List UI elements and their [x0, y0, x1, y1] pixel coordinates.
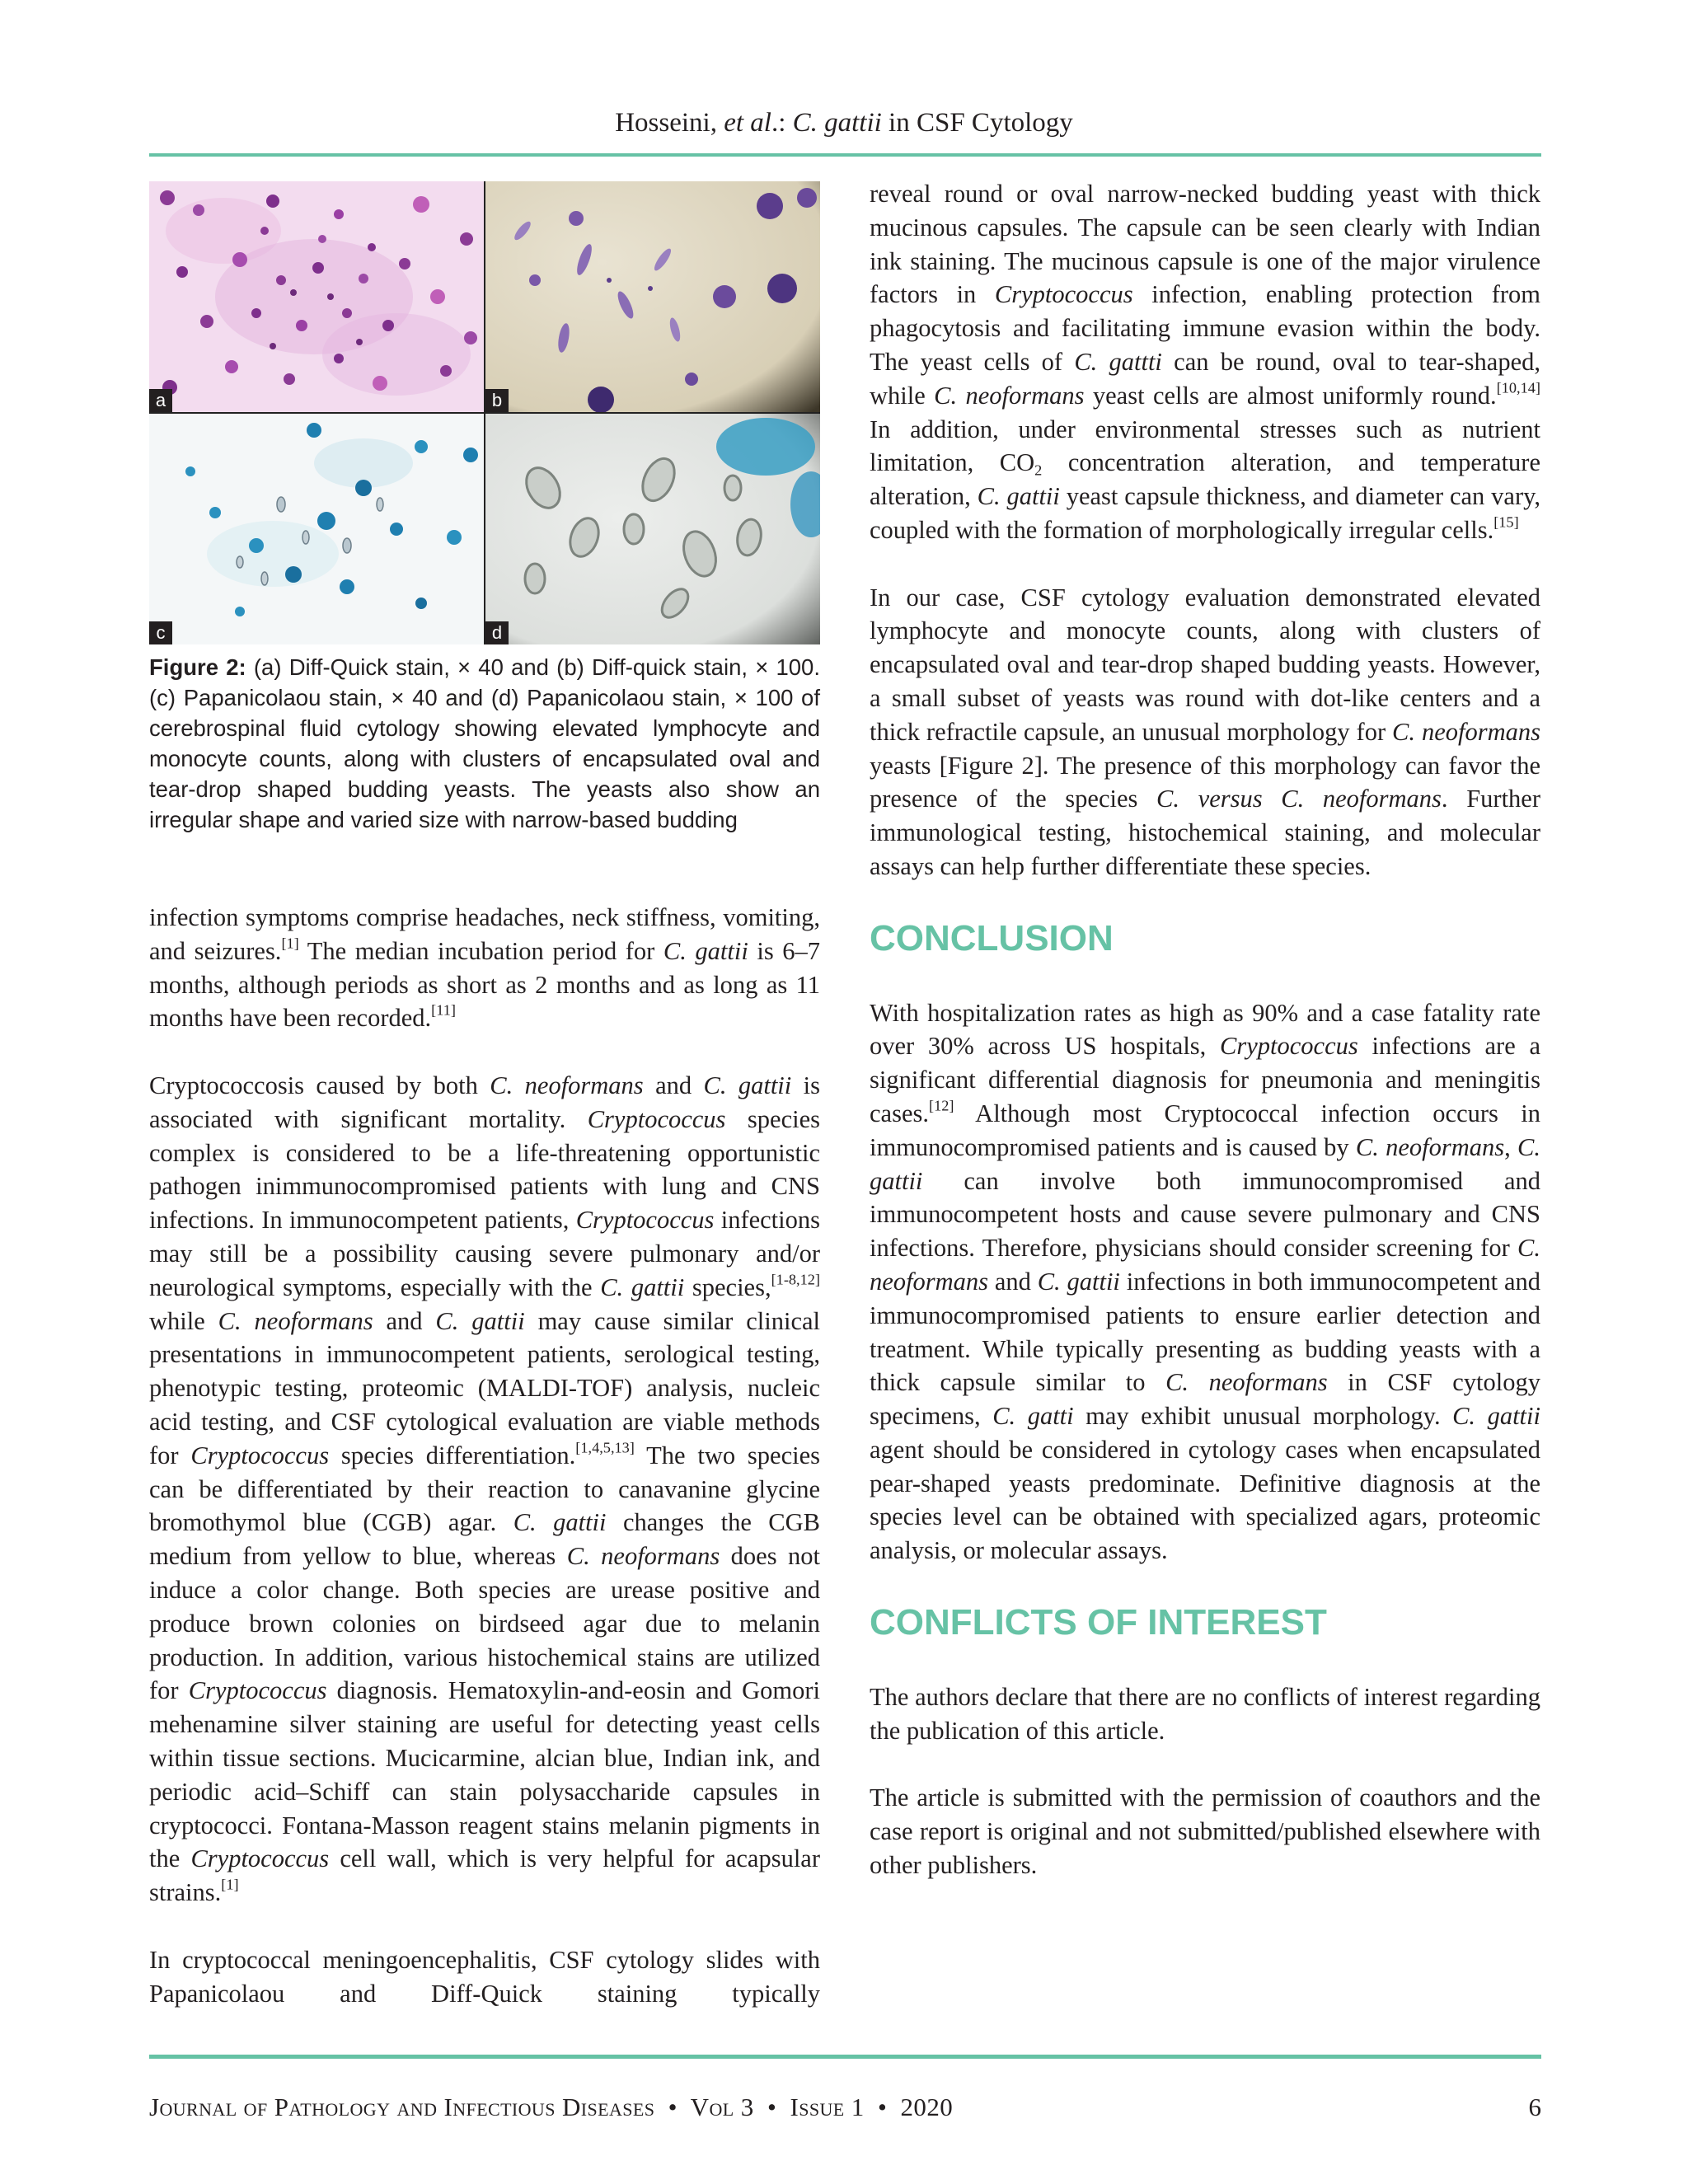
header-rule [149, 153, 1541, 157]
header-rest: in CSF Cytology [881, 108, 1073, 138]
running-head [0, 104, 1688, 142]
header-authors: Hosseini, [615, 108, 717, 138]
caption-label: Figure 2: [149, 654, 246, 680]
paragraph: The authors declare that there are no conflicts of interest regarding the publication of this article. [870, 1682, 1540, 1745]
paragraph: Cryptococcosis caused by both C. neoformans and C. gattii is associated with significant mortality. Cryptococcus species complex is considered to be a life-threatening opportunistic pathogen inimmunocompromised patients with lung and CNS infections. In immunocompetent patients, Cryptococcus infections may still be a possibility causing severe pulmonary and/or neurological symptoms, especially with the C. gattii species,[1-8,12] while C. neoformans and C. gattii may cause similar clinical presentations in immunocompetent patients, serological testing, phenotypic testing, proteomic (MALDI-TOF) analysis, nucleic acid testing, and CSF cytological evaluation are viable methods for Cryptococcus species differentiation.[1,4,5,13] The two species can be differentiated by their reaction to canavanine glycine bromothymol blue (CGB) agar. C. gattii changes the CGB medium from yellow to blue, whereas C. neoformans does not induce a color change. Both species are urease positive and produce brown colonies on birdseed agar due to melanin production. In addition, various histochemical stains are utilized for Cryptococcus diagnosis. Hematoxylin-and-eosin and Gomori mehenamine silver staining are useful for detecting yeast cells within tissue sections. Mucicarmine, alcian blue, Indian ink, and periodic acid–Schiff can stain polysaccharide capsules in cryptococci. Fontana-Masson reagent stains melanin pigments in the Cryptococcus cell wall, which is very helpful for acapsular strains.[1] [149, 1071, 820, 1907]
micrograph-b-image [485, 181, 820, 412]
page-footer [149, 2089, 1541, 2125]
panel-label-c: c [149, 621, 172, 644]
figure-panel-d [485, 414, 820, 644]
micrograph-a-image [149, 181, 484, 412]
panel-label-a: a [149, 389, 172, 412]
footer-rule [149, 2055, 1541, 2059]
conclusion-heading: CONCLUSION [870, 917, 1114, 958]
conflicts-heading: CONFLICTS OF INTEREST [870, 1601, 1327, 1643]
panel-label-b: b [485, 389, 509, 412]
caption-text: (a) Diff-Quick stain, × 40 and (b) Diff-quick stain, × 100. (c) Papanicolaou stain, × 40 and (d) Papanicolaou stain, × 100 of cerebrospinal fluid cytology showing elevated lymphocyte and monocyte counts, along with clusters of encapsulated oval and tear-drop shaped budding yeasts. The yeasts also show an irregular shape and varied size with narrow-based budding [149, 654, 820, 832]
header-species: C. gattii [792, 108, 882, 138]
right-column [870, 177, 1540, 1882]
paragraph: With hospitalization rates as high as 90% and a case fatality rate over 30% across US hospitals, Cryptococcus infections are a significant differential diagnosis for pneumonia and meningitis cases.[12] Although most Cryptococcal infection occurs in immunocompromised patients and is caused by C. neoformans, C. gattii can involve both immunocompromised and immunocompetent hosts and cause severe pulmonary and CNS infections. Therefore, physicians should consider screening for C. neoformans and C. gattii infections in both immunocompetent and immunocompromised patients to ensure earlier detection and treatment. While typically presenting as budding yeasts with a thick capsule similar to C. neoformans in CSF cytology specimens, C. gatti may exhibit unusual morphology. C. gattii agent should be considered in cytology cases when encapsulated pear-shaped yeasts predominate. Definitive diagnosis at the species level can be obtained with specialized agars, proteomic analysis, or molecular assays. [870, 998, 1541, 1565]
paragraph: infection symptoms comprise headaches, neck stiffness, vomiting, and seizures.[1] The median incubation period for C. gattii is 6–7 months, although periods as short as 2 months and as long as 11 months have been recorded.[11] [149, 903, 820, 1033]
figure-panel-b [485, 181, 820, 412]
journal-citation: Journal of Pathology and Infectious Diseases • Vol 3 • Issue 1 • 2020 [149, 2093, 954, 2121]
page-number: 6 [1528, 2093, 1541, 2121]
micrograph-d-image [485, 414, 820, 644]
paragraph: The article is submitted with the permission of coauthors and the case report is original and not submitted/published elsewhere with other publishers. [870, 1783, 1540, 1879]
header-etal: et al [724, 108, 771, 138]
header-colon: .: [771, 108, 793, 138]
panel-label-d: d [485, 621, 509, 644]
figure-panel-a [149, 181, 484, 412]
paragraph: reveal round or oval narrow-necked budding yeast with thick mucinous capsules. The capsule can be seen clearly with Indian ink staining. The mucinous capsule is one of the major virulence factors in Cryptococcus infection, enabling protection from phagocytosis and facilitating immune evasion within the body. The yeast cells of C. gattti can be round, oval to tear-shaped, while C. neoformans yeast cells are almost uniformly round.[10,14] In addition, under environmental stresses such as nutrient limitation, $CO_2$ concentration alteration, and temperature alteration, C. gattii yeast capsule thickness, and diameter can vary, coupled with the formation of morphologically irregular cells.[15] [870, 180, 1541, 544]
left-column [149, 901, 820, 2010]
paragraph: In cryptococcal meningoencephalitis, CSF cytology slides with Papanicolaou and Diff-Quick staining typically [149, 1945, 820, 2008]
figure-caption [149, 652, 820, 835]
figure-2 [149, 181, 820, 644]
micrograph-c-image [149, 414, 484, 644]
paragraph: In our case, CSF cytology evaluation demonstrated elevated lymphocyte and monocyte counts, along with clusters of encapsulated oval and tear-drop shaped budding yeasts. However, a small subset of yeasts was round with dot-like centers and a thick refractile capsule, an unusual morphology for C. neoformans yeasts [Figure 2]. The presence of this morphology can favor the presence of the species C. versus C. neoformans. Further immunological testing, histochemical staining, and molecular assays can help further differentiate these species. [870, 583, 1540, 880]
figure-panel-c [149, 414, 484, 644]
